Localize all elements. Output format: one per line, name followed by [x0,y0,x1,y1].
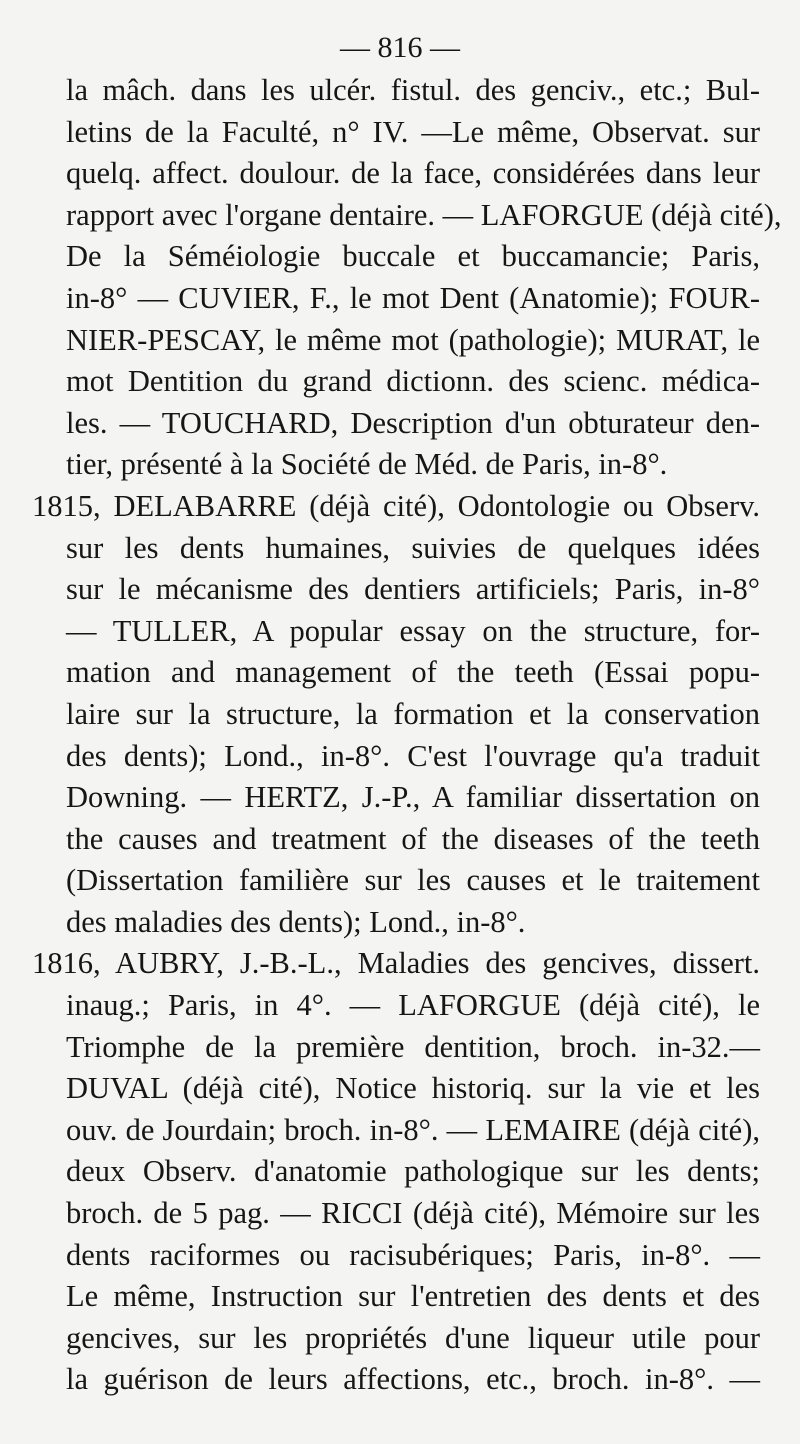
text-line: gencives, sur les propriétés d'une liqueur utile pour [66,1320,760,1355]
text-line: inaug.; Paris, in 4°. — LAFORGUE (déjà cité), le [66,988,760,1023]
text-line: DUVAL (déjà cité), Notice historiq. sur la vie et les [66,1071,760,1106]
text-line: the causes and treatment of the diseases of the teeth [66,821,760,856]
text-line: des maladies des dents); Lond., in-8°. [66,904,526,939]
text-line: broch. de 5 pag. — RICCI (déjà cité), Mémoire sur les [66,1196,760,1231]
text-line: la mâch. dans les ulcér. fistul. des genciv., etc.; Bul- [66,73,760,107]
text-line: quelq. affect. doulour. de la face, considérées dans leur [66,156,760,191]
text-line: — TULLER, A popular essay on the structure, for- [66,613,760,648]
text-line: deux Observ. d'anatomie pathologique sur les dents; [66,1154,760,1189]
text-line: sur les dents humaines, suivies de quelques idées [66,530,760,565]
text-line: mation and management of the teeth (Essai popu- [66,655,760,690]
text-line: mot Dentition du grand dictionn. des scienc. médica- [66,364,760,399]
text-line: Downing. — HERTZ, J.-P., A familiar dissertation on [66,780,760,815]
text-line: laire sur la structure, la formation et la conservation [66,696,760,731]
text-line: la guérison de leurs affections, etc., broch. in-8°. — [66,1362,760,1397]
text-line: les. — TOUCHARD, Description d'un obturateur den- [66,405,760,440]
page-body-text [32,70,782,1401]
text-line: des dents); Lond., in-8°. C'est l'ouvrage qu'a traduit [66,738,760,773]
page-number: — 816 — [340,31,460,64]
text-line: NIER-PESCAY, le même mot (pathologie); MURAT, le [66,322,760,357]
text-line: in-8° — CUVIER, F., le mot Dent (Anatomie); FOUR- [66,280,760,315]
text-line: letins de la Faculté, n° IV. —Le même, Observat. sur [66,114,760,149]
text-line: 1815, DELABARRE (déjà cité), Odontologie ou Observ. [32,488,760,523]
text-line: dents raciformes ou racisubériques; Paris, in-8°. — [66,1237,760,1272]
text-line: rapport avec l'organe dentaire. — LAFORGUE (déjà cité), [66,197,782,232]
text-line: Le même, Instruction sur l'entretien des dents et des [66,1279,760,1314]
text-line: 1816, AUBRY, J.-B.-L., Maladies des gencives, dissert. [32,946,760,981]
text-line: sur le mécanisme des dentiers artificiels; Paris, in-8° [66,572,760,607]
text-line: tier, présenté à la Société de Méd. de Paris, in-8°. [66,447,668,482]
text-line: ouv. de Jourdain; broch. in-8°. — LEMAIRE (déjà cité), [66,1112,760,1147]
text-line: De la Séméiologie buccale et buccamancie; Paris, [66,239,760,274]
text-line: Triomphe de la première dentition, broch. in-32.— [66,1029,760,1064]
text-line: (Dissertation familière sur les causes et le traitement [66,863,760,898]
